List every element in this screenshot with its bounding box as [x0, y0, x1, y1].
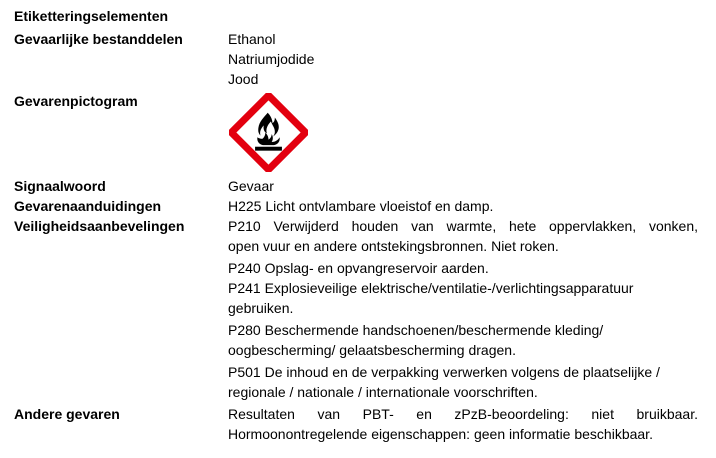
other-hazards-label: Andere gevaren	[14, 406, 120, 422]
other-hazards-line: Resultaten van PBT- en zPzB-beoordeling: niet bruikbaar.	[228, 406, 698, 422]
hazardous-component-item: Natriumjodide	[228, 51, 315, 67]
precautionary-statement-line: P210 Verwijderd houden van warmte, hete oppervlakken, vonken,	[228, 218, 698, 234]
precautionary-statement-line: oogbescherming/ gelaatsbescherming dragen.	[228, 342, 516, 358]
precautionary-statement-line: P240 Opslag- en opvangreservoir aarden.	[228, 260, 489, 276]
other-hazards-line: Hormoonontregelende eigenschappen: geen informatie beschikbaar.	[228, 426, 653, 442]
hazard-statement: H225 Licht ontvlambare vloeistof en damp.	[228, 198, 494, 214]
section-title: Etiketteringselementen	[14, 8, 169, 24]
hazard-statements-label: Gevarenaanduidingen	[14, 198, 162, 214]
precautionary-statements-label: Veiligheidsaanbevelingen	[14, 218, 185, 234]
ghs02-flame-icon	[229, 93, 308, 172]
precautionary-statement-line: gebruiken.	[228, 300, 294, 316]
precautionary-statement-line: open vuur en andere ontstekingsbronnen. Niet roken.	[228, 238, 559, 254]
hazardous-components-label: Gevaarlijke bestanddelen	[14, 31, 183, 47]
hazardous-component-item: Ethanol	[228, 31, 276, 47]
precautionary-statement-line: P501 De inhoud en de verpakking verwerken volgens de plaatselijke /	[228, 364, 660, 380]
precautionary-statement-line: regionale / nationale / internationale voorschriften.	[228, 384, 538, 400]
signal-word-label: Signaalwoord	[14, 178, 106, 194]
precautionary-statement-line: P280 Beschermende handschoenen/beschermende kleding/	[228, 322, 604, 338]
hazardous-component-item: Jood	[228, 71, 259, 87]
precautionary-statement-line: P241 Explosieveilige elektrische/ventilatie-/verlichtingsapparatuur	[228, 280, 634, 296]
signal-word-value: Gevaar	[228, 178, 274, 194]
pictogram-label: Gevarenpictogram	[14, 93, 138, 109]
